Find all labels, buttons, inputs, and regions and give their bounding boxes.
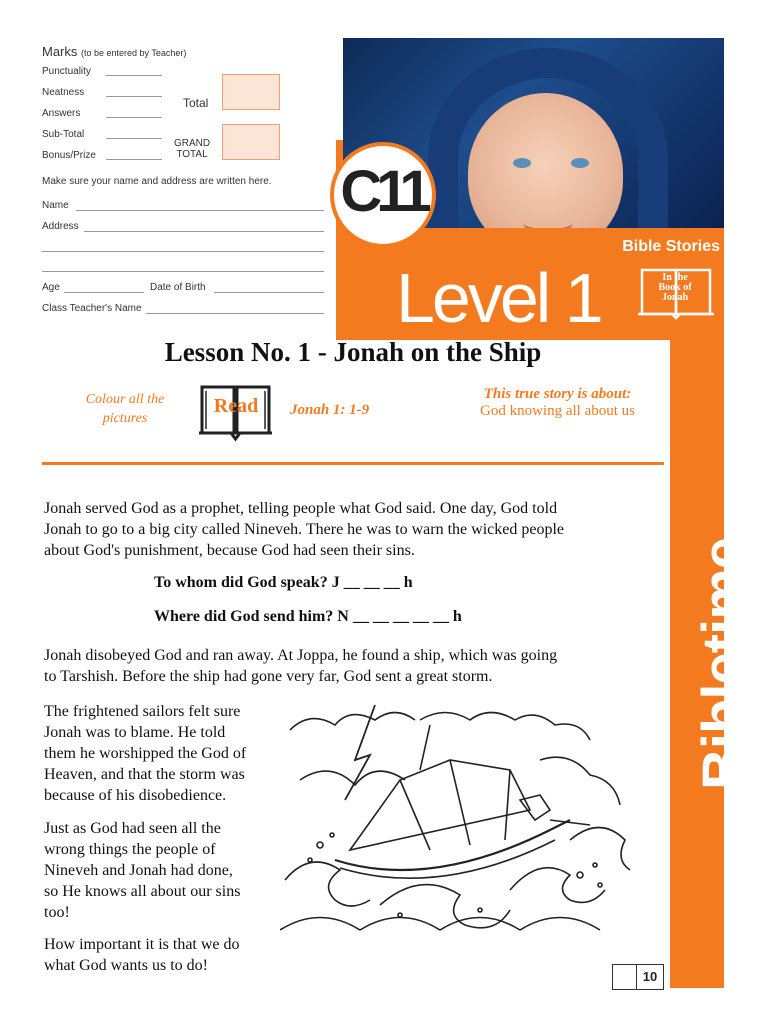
lesson-code: C11 — [340, 159, 426, 224]
dob-field[interactable] — [214, 292, 324, 293]
read-label: Read — [213, 395, 259, 417]
total-box[interactable] — [222, 74, 280, 110]
address-field-2[interactable] — [42, 251, 324, 252]
divider — [42, 462, 664, 465]
age-field[interactable] — [64, 292, 144, 293]
answers-label: Answers — [42, 108, 81, 119]
ship-storm-illustration[interactable] — [280, 700, 635, 955]
teacher-label: Class Teacher's Name — [42, 303, 142, 314]
question-2[interactable]: Where did God send him? N __ __ __ __ __ h — [154, 608, 462, 625]
address-field-3[interactable] — [42, 271, 324, 272]
book-badge-text: In the Book of Jonah — [658, 272, 692, 303]
question-1[interactable]: To whom did God speak? J __ __ __ h — [154, 574, 413, 591]
marks-heading: Marks (to be entered by Teacher) — [42, 44, 187, 59]
level-label: Level 1 — [396, 259, 601, 337]
paragraph-1: Jonah served God as a prophet, telling people what God said. One day, God told Jonah to go to a big city called Nineveh. There he was to warn the wicked people about God's punishment, because God had seen their sins. — [44, 500, 564, 559]
address-label: Address — [42, 221, 79, 232]
details-instruction: Make sure your name and address are written here. — [42, 176, 272, 187]
about-heading: This true story is about: — [483, 386, 632, 402]
grand-total-box[interactable] — [222, 124, 280, 160]
colour-note: Colour all the pictures — [85, 392, 165, 426]
paragraph-4: Just as God had seen all the wrong things the people of Nineveh and Jonah had done, so He knows all about our sins too! — [44, 820, 241, 921]
paragraph-5: How important it is that we do what God wants us to do! — [44, 936, 240, 974]
paragraph-2: Jonah disobeyed God and ran away. At Joppa, he found a ship, which was going to Tarshish. Before the ship had gone very far, God sent a great storm. — [44, 647, 558, 685]
bonus-label: Bonus/Prize — [42, 150, 96, 161]
punctuality-label: Punctuality — [42, 66, 91, 77]
teacher-field[interactable] — [146, 313, 324, 314]
bible-reference: Jonah 1: 1-9 — [290, 402, 370, 418]
page-number-box — [612, 964, 637, 990]
series-title: Bible Stories — [622, 238, 720, 255]
name-field[interactable] — [76, 210, 324, 211]
neatness-label: Neatness — [42, 87, 85, 98]
dob-label: Date of Birth — [150, 282, 206, 293]
name-label: Name — [42, 200, 69, 211]
grand-total-label: GRAND TOTAL — [173, 138, 211, 160]
marks-form — [42, 44, 332, 164]
subtotal-label: Sub-Total — [42, 129, 85, 140]
age-label: Age — [42, 282, 60, 293]
about-text: God knowing all about us — [480, 403, 635, 419]
total-label: Total — [183, 96, 209, 110]
lesson-title: Lesson No. 1 - Jonah on the Ship — [164, 337, 542, 367]
address-field[interactable] — [84, 231, 324, 232]
paragraph-3: The frightened sailors felt sure Jonah was to blame. He told them he worshipped the God of Heaven, and that the storm was because of his disobedience. — [44, 703, 247, 804]
side-title: Bibletime — [691, 537, 756, 790]
page-number: 10 — [636, 964, 664, 990]
details-form — [42, 176, 327, 321]
